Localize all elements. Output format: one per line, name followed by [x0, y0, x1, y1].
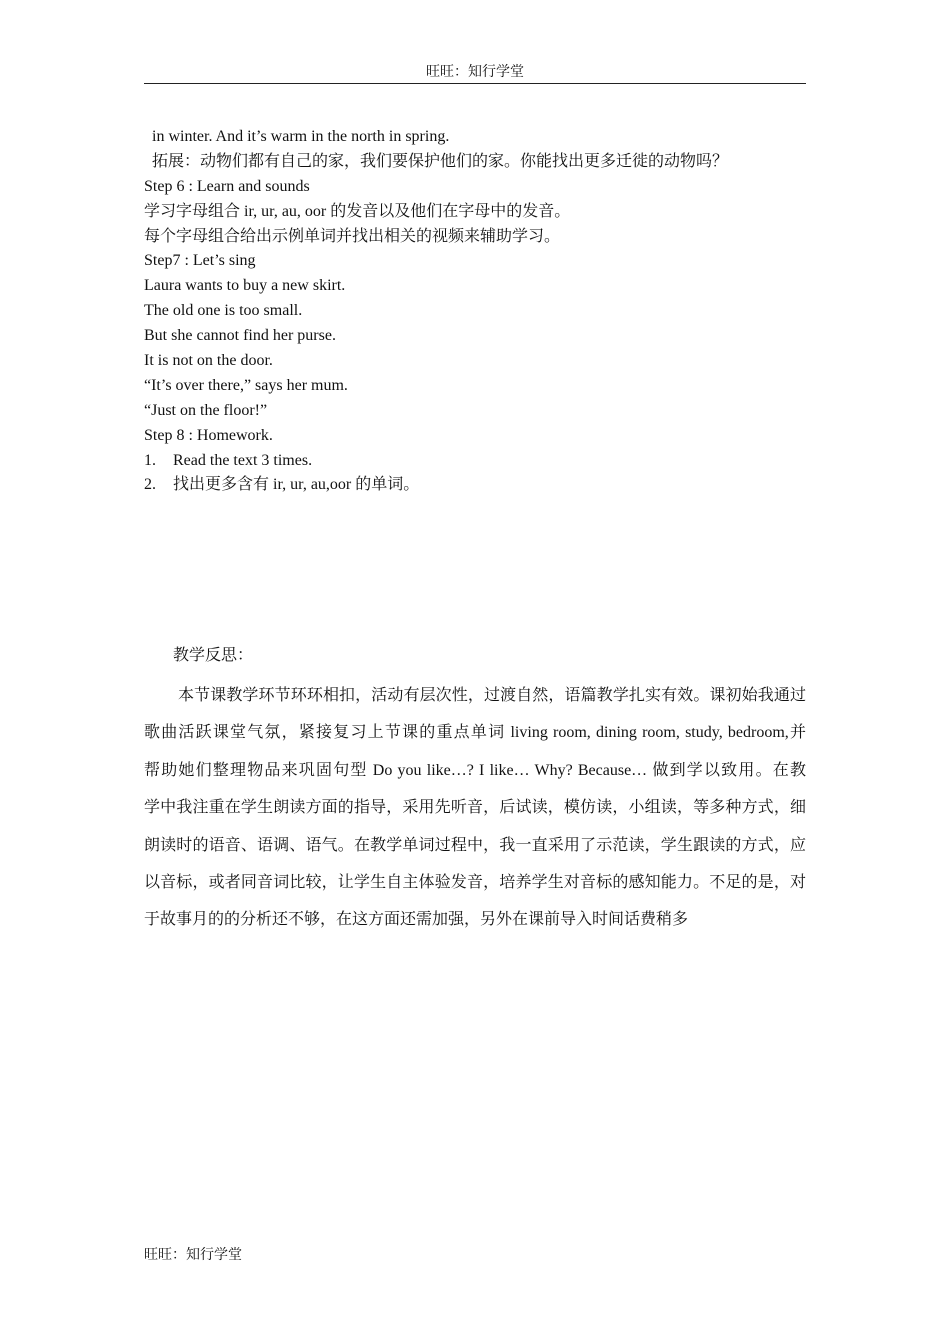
paragraph-line: 于故事月的的分析还不够，在这方面还需加强，另外在课前导入时间话费稍多	[144, 911, 689, 929]
paragraph-line: 本节课教学环节环环相扣，活动有层次性，过渡自然，语篇教学扎实有效。课初始我通过	[178, 687, 806, 704]
paragraph-line: 歌曲活跃课堂气氛，紧接复习上节课的重点单词 living room, dining room, study, bedroom,并	[144, 724, 806, 742]
list-text: Read the text 3 times.	[173, 451, 313, 469]
text-line: 拓展：动物们都有自己的家，我们要保护他们的家。你能找出更多迁徙的动物吗？	[152, 152, 729, 170]
list-item	[144, 449, 806, 474]
song-line: “Just on the floor!”	[144, 401, 268, 419]
list-text: 找出更多含有 ir, ur, au,oor 的单词。	[173, 476, 420, 494]
song-line: The old one is too small.	[144, 302, 303, 320]
list-number: 1.	[144, 451, 156, 469]
list-number: 2.	[144, 476, 156, 494]
list-item	[144, 473, 806, 498]
step-heading: Step 8 : Homework.	[144, 426, 273, 444]
paragraph-line: 朗读时的语音、语调、语气。在教学单词过程中，我一直采用了示范读，学生跟读的方式，应	[144, 836, 806, 854]
paragraph-line: 帮助她们整理物品来巩固句型 Do you like…? I like… Why? Because… 做到学以致用。在教	[144, 761, 806, 779]
header-divider	[144, 83, 806, 84]
reflection-paragraph	[144, 677, 806, 939]
lesson-steps	[144, 125, 806, 498]
step-heading: Step 6 : Learn and sounds	[144, 177, 310, 195]
page-header: 旺旺：知行学堂	[426, 65, 524, 80]
reflection-title: 教学反思：	[173, 647, 254, 664]
text-line: 学习字母组合 ir, ur, au, oor 的发音以及他们在字母中的发音。	[144, 202, 571, 220]
page-footer: 旺旺：知行学堂	[144, 1248, 242, 1263]
step-heading: Step7 : Let’s sing	[144, 252, 256, 270]
song-line: But she cannot find her purse.	[144, 327, 336, 345]
song-line: “It’s over there,” says her mum.	[144, 376, 348, 394]
paragraph-line: 学中我注重在学生朗读方面的指导，采用先听音，后试读，模仿读，小组读，等多种方式，细	[144, 799, 806, 817]
song-line: Laura wants to buy a new skirt.	[144, 277, 346, 295]
paragraph-line: 以音标，或者同音词比较，让学生自主体验发音，培养学生对音标的感知能力。不足的是，对	[144, 873, 806, 891]
text-line: in winter. And it’s warm in the north in spring.	[152, 128, 450, 145]
song-line: It is not on the door.	[144, 352, 273, 370]
text-line: 每个字母组合给出示例单词并找出相关的视频来辅助学习。	[144, 227, 561, 245]
